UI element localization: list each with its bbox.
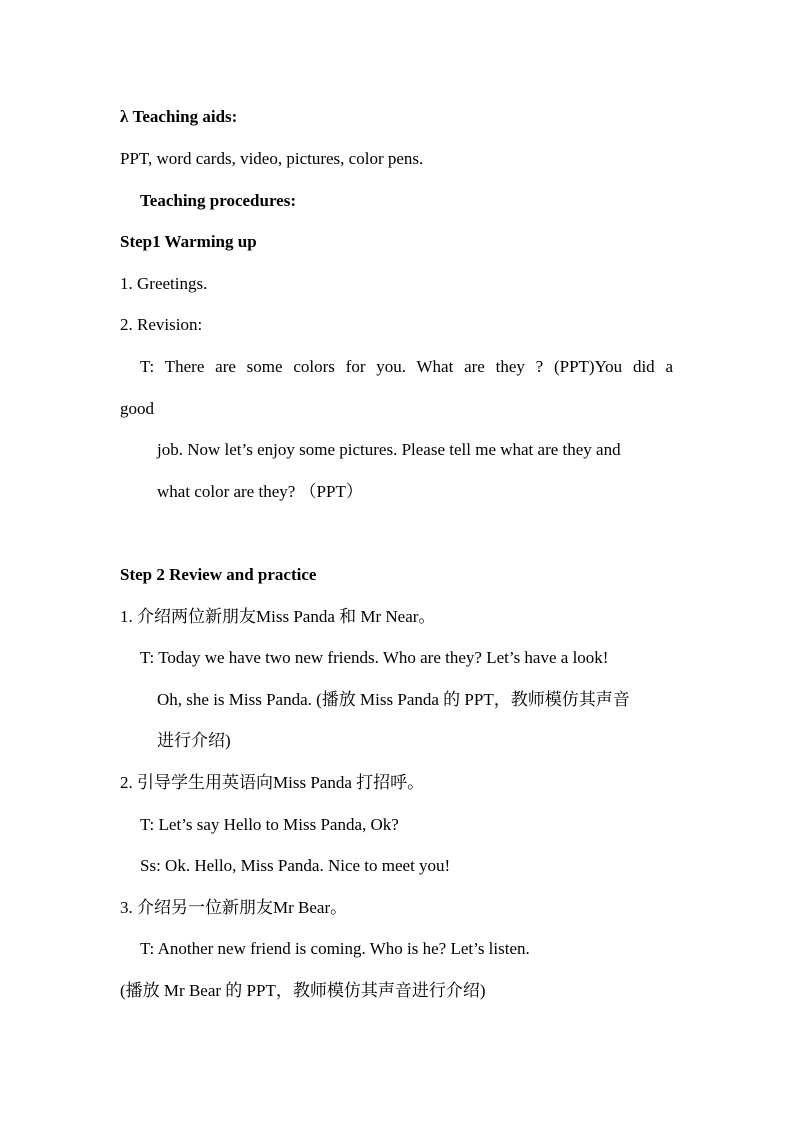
step2-heading: Step 2 Review and practice [120,565,317,584]
teaching-aids-heading [120,107,237,127]
step2-item-1-teacher-line-1: T: Today we have two new friends. Who are they? Let’s have a look! [140,648,609,667]
bullet-lambda: λ [120,107,129,126]
step2-item-1-teacher-line-2: Oh, she is Miss Panda. (播放 Miss Panda 的 PPT，教师模仿其声音 [157,690,630,709]
step2-item-2-teacher-line: T: Let’s say Hello to Miss Panda, Ok? [140,815,399,834]
step2-item-3: 3. 介绍另一位新朋友Mr Bear。 [120,898,348,917]
teaching-aids-list: PPT, word cards, video, pictures, color pens. [120,149,424,168]
teaching-aids-label: Teaching aids: [132,107,238,126]
step1-teacher-line-1: T: There are some colors for you. What are they ? (PPT)You did a [140,357,673,376]
step2-item-1: 1. 介绍两位新朋友Miss Panda 和 Mr Near。 [120,607,436,626]
teaching-procedures-heading: Teaching procedures: [140,191,297,210]
step1-item-revision: 2. Revision: [120,315,203,334]
step1-teacher-line-4: what color are they? （PPT） [157,482,363,501]
step1-teacher-line-2: good [120,399,154,418]
step2-item-2-students-line: Ss: Ok. Hello, Miss Panda. Nice to meet you! [140,856,451,875]
step1-item-greetings: 1. Greetings. [120,274,208,293]
step2-item-1-teacher-line-3: 进行介绍) [157,731,231,750]
step2-item-3-teacher-line: T: Another new friend is coming. Who is he? Let’s listen. [140,939,530,958]
step2-item-2: 2. 引导学生用英语向Miss Panda 打招呼。 [120,773,425,792]
step1-heading: Step1 Warming up [120,232,257,251]
step2-item-3-note: (播放 Mr Bear 的 PPT，教师模仿其声音进行介绍) [120,981,486,1000]
step1-teacher-line-3: job. Now let’s enjoy some pictures. Please tell me what are they and [157,440,621,459]
